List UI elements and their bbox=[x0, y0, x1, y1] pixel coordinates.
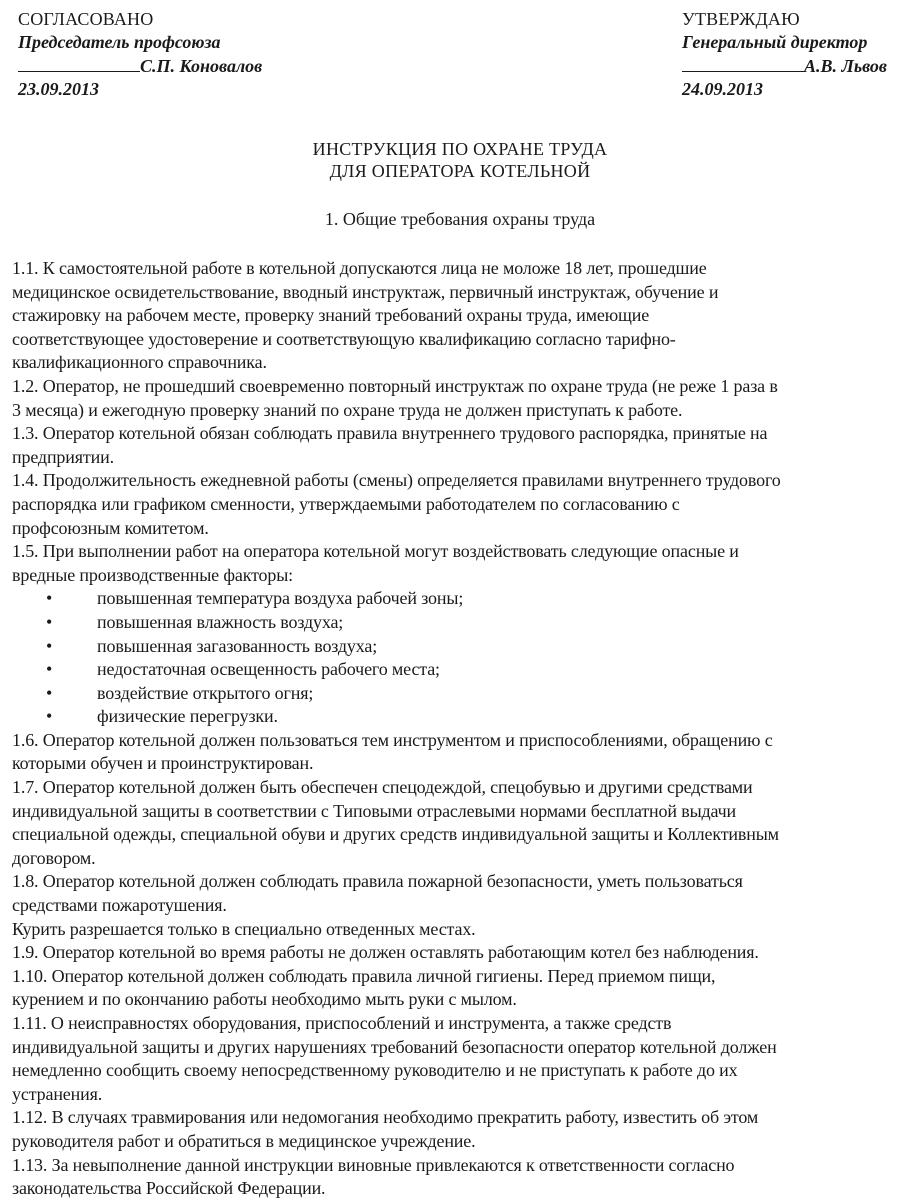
text-line: 1.10. Оператор котельной должен соблюдать правила личной гигиены. Перед приемом пищи, bbox=[12, 965, 716, 986]
approved-date: 24.09.2013 bbox=[682, 79, 763, 99]
paragraphs-before-list bbox=[12, 257, 900, 587]
text-line: руководителя работ и обратиться в медицинское учреждение. bbox=[12, 1130, 476, 1151]
text-line: специальной одежды, специальной обуви и других средств индивидуальной защиты и Коллективным bbox=[12, 824, 779, 845]
bullet-icon: • bbox=[46, 635, 53, 656]
title-line-1: ИНСТРУКЦИЯ ПО ОХРАНЕ ТРУДА bbox=[312, 139, 608, 159]
text-line: средствами пожаротушения. bbox=[12, 895, 227, 916]
list-item-text: воздействие открытого огня; bbox=[97, 682, 314, 703]
list-item-text: повышенная загазованность воздуха; bbox=[97, 635, 378, 656]
bullet-icon: • bbox=[46, 682, 53, 703]
text-line: медицинское освидетельствование, вводный инструктаж, первичный инструктаж, обучение и bbox=[12, 281, 719, 302]
list-item bbox=[12, 658, 900, 682]
agreed-signature-row bbox=[18, 54, 262, 78]
text-line: 1.9. Оператор котельной во время работы не должен оставлять работающим котел без наблюдения. bbox=[12, 942, 759, 963]
text-line: 1.11. О неисправностях оборудования, приспособлений и инструмента, а также средств bbox=[12, 1013, 672, 1033]
list-item bbox=[12, 611, 900, 635]
bullet-icon: • bbox=[46, 706, 53, 727]
approved-label: УТВЕРЖДАЮ bbox=[682, 9, 800, 29]
approved-signature-row bbox=[682, 54, 887, 78]
text-line: стажировку на рабочем месте, проверку знаний требований охраны труда, имеющие bbox=[12, 305, 650, 326]
text-line: которыми обучен и проинструктирован. bbox=[12, 753, 314, 774]
list-item-text: недостаточная освещенность рабочего места; bbox=[97, 659, 440, 680]
document-title bbox=[0, 138, 900, 182]
bullet-icon: • bbox=[46, 659, 53, 680]
agreed-label: СОГЛАСОВАНО bbox=[18, 9, 154, 29]
text-line: курением и по окончанию работы необходимо мыть руки с мылом. bbox=[12, 989, 517, 1010]
text-line: 1.8. Оператор котельной должен соблюдать правила пожарной безопасности, уметь пользоваться bbox=[12, 871, 743, 892]
text-line: соответствующее удостоверение и соответствующую квалификацию согласно тарифно- bbox=[12, 328, 676, 349]
text-line: распорядка или графиком сменности, утверждаемыми работодателем по согласованию с bbox=[12, 493, 680, 514]
document-body bbox=[12, 257, 900, 1201]
approval-block-agreed bbox=[18, 8, 262, 101]
text-line: профсоюзным комитетом. bbox=[12, 517, 209, 538]
text-line: устранения. bbox=[12, 1083, 103, 1104]
list-item-text: повышенная температура воздуха рабочей зоны; bbox=[97, 588, 464, 609]
title-line-2: ДЛЯ ОПЕРАТОРА КОТЕЛЬНОЙ bbox=[329, 161, 591, 181]
approved-position: Генеральный директор bbox=[682, 32, 868, 52]
text-line: 1.13. За невыполнение данной инструкции виновные привлекаются к ответственности согласно bbox=[12, 1154, 735, 1175]
section-heading: 1. Общие требования охраны труда bbox=[324, 209, 596, 229]
approval-block-approved bbox=[682, 8, 887, 101]
bullet-icon: • bbox=[46, 588, 53, 609]
text-line: индивидуальной защиты в соответствии с Типовыми отраслевыми нормами бесплатной выдачи bbox=[12, 800, 737, 821]
list-item bbox=[12, 635, 900, 659]
text-line: квалификационного справочника. bbox=[12, 352, 267, 373]
text-line: Курить разрешается только в специально отведенных местах. bbox=[12, 918, 476, 939]
text-line: законодательства Российской Федерации. bbox=[12, 1178, 326, 1199]
text-line: 1.7. Оператор котельной должен быть обеспечен спецодеждой, спецобувью и другими средствами bbox=[12, 777, 753, 798]
text-line: 1.5. При выполнении работ на оператора котельной могут воздействовать следующие опасные и bbox=[12, 541, 739, 562]
list-item bbox=[12, 682, 900, 706]
text-line: немедленно сообщить своему непосредственному руководителю и не приступать к работе до их bbox=[12, 1060, 738, 1081]
text-line: индивидуальной защиты и других нарушениях требований безопасности оператор котельной должен bbox=[12, 1036, 777, 1057]
list-item bbox=[12, 587, 900, 611]
bullet-icon: • bbox=[46, 611, 53, 632]
text-line: 1.6. Оператор котельной должен пользоваться тем инструментом и приспособлениями, обращению с bbox=[12, 729, 773, 750]
text-line: 1.3. Оператор котельной обязан соблюдать правила внутреннего трудового распорядка, принятые на bbox=[12, 423, 768, 444]
text-line: договором. bbox=[12, 847, 96, 868]
list-item-text: повышенная влажность воздуха; bbox=[97, 611, 344, 632]
text-line: 1.4. Продолжительность ежедневной работы (смены) определяется правилами внутреннего трудового bbox=[12, 470, 781, 491]
signature-line bbox=[682, 54, 804, 72]
text-line: вредные производственные факторы: bbox=[12, 564, 294, 585]
list-item-text: физические перегрузки. bbox=[97, 706, 278, 727]
list-item bbox=[12, 705, 900, 729]
text-line: 3 месяца) и ежегодную проверку знаний по охране труда не должен приступать к работе. bbox=[12, 399, 683, 420]
approved-name: А.В. Львов bbox=[804, 56, 887, 76]
text-line: предприятии. bbox=[12, 446, 114, 467]
agreed-name: С.П. Коновалов bbox=[140, 56, 263, 76]
text-line: 1.2. Оператор, не прошедший своевременно повторный инструктаж по охране труда (не реже 1 раза в bbox=[12, 375, 778, 396]
paragraphs-after-list bbox=[12, 729, 900, 1201]
agreed-position: Председатель профсоюза bbox=[18, 32, 221, 52]
text-line: 1.1. К самостоятельной работе в котельной допускаются лица не моложе 18 лет, прошедшие bbox=[12, 258, 707, 278]
agreed-date: 23.09.2013 bbox=[18, 79, 99, 99]
signature-line bbox=[18, 54, 140, 72]
text-line: 1.12. В случаях травмирования или недомогания необходимо прекратить работу, известить об этом bbox=[12, 1107, 759, 1128]
hazard-list bbox=[12, 587, 900, 729]
